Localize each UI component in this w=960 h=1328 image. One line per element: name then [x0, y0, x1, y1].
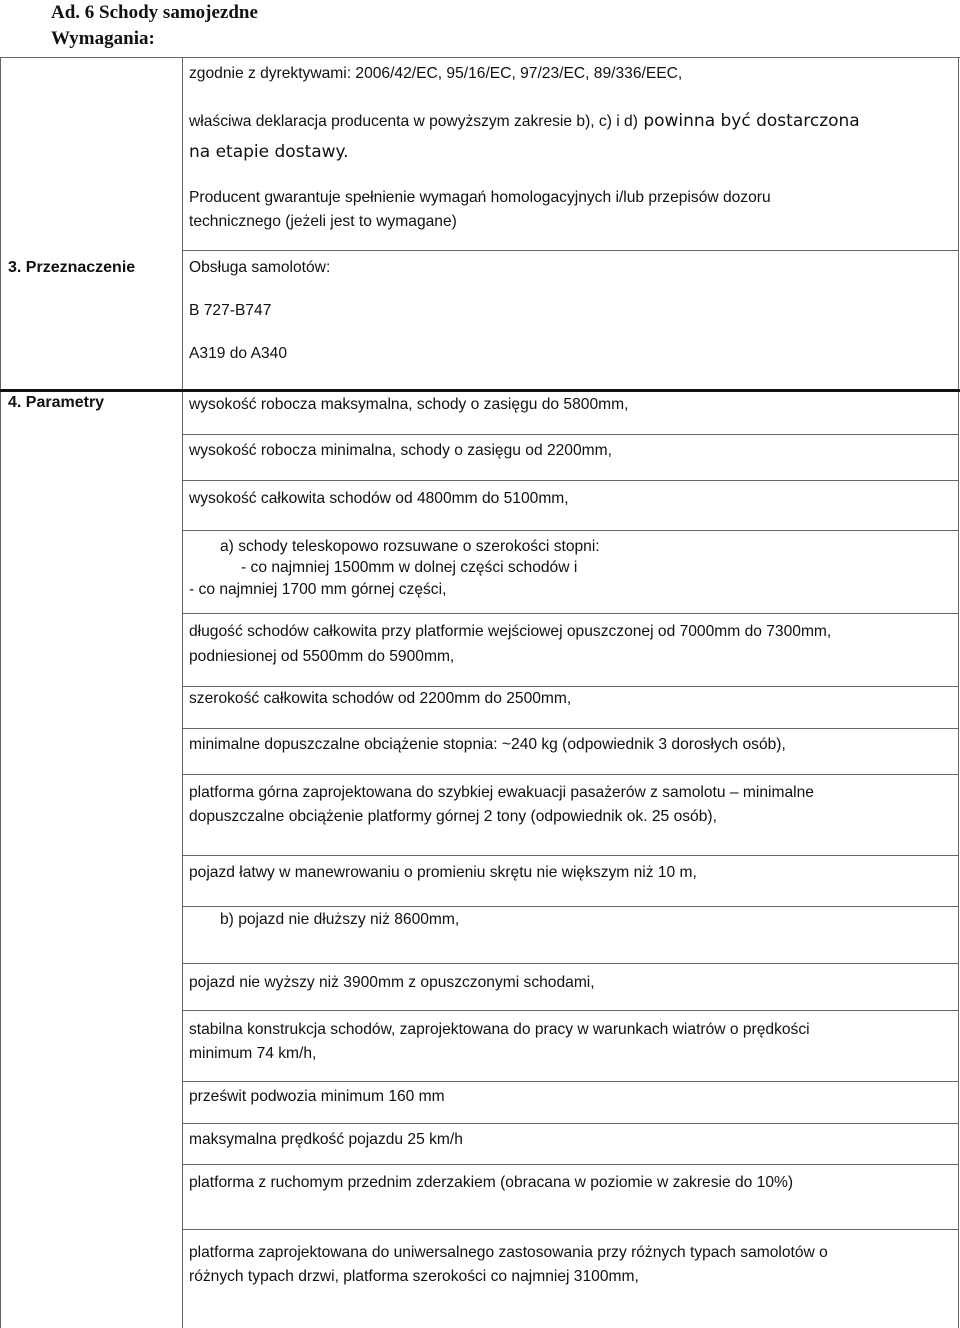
row-divider: [182, 963, 959, 964]
params-label: 4. Parametry: [8, 394, 105, 411]
row-divider: [182, 613, 959, 614]
row-divider: [182, 434, 959, 435]
declaration-part2: powinna być dostarczona: [637, 111, 860, 131]
page-title: Ad. 6 Schody samojezdne: [51, 2, 258, 23]
column-divider: [182, 57, 183, 1328]
row-divider: [182, 1229, 959, 1230]
param-platform-2: dopuszczalne obciążenie platformy górnej 2 tony (odpowiednik ok. 25 osób),: [189, 808, 717, 825]
purpose-label: 3. Przeznaczenie: [8, 259, 136, 276]
param-step-width-b: - co najmniej 1500mm w dolnej części schodów i: [241, 559, 578, 576]
row-divider: [182, 1164, 959, 1165]
row-divider: [182, 686, 959, 687]
page-subtitle: Wymagania:: [51, 28, 155, 49]
param-min-height: wysokość robocza minimalna, schody o zasięgu od 2200mm,: [189, 442, 612, 459]
row-divider: [182, 1010, 959, 1011]
param-total-width: szerokość całkowita schodów od 2200mm do 2500mm,: [189, 690, 572, 707]
param-max-speed: maksymalna prędkość pojazdu 25 km/h: [189, 1131, 463, 1148]
table-right-border: [958, 57, 959, 1328]
param-turning-radius: pojazd łatwy w manewrowaniu o promieniu skrętu nie większym niż 10 m,: [189, 864, 697, 881]
section-divider: [0, 389, 960, 392]
param-step-width-a: a) schody teleskopowo rozsuwane o szerokości stopni:: [220, 538, 600, 555]
declaration-line2: na etapie dostawy.: [189, 142, 349, 162]
row-divider: [182, 906, 959, 907]
param-universal-1: platforma zaprojektowana do uniwersalnego zastosowania przy różnych typach samolotów o: [189, 1244, 828, 1261]
param-length-2: podniesionej od 5500mm do 5900mm,: [189, 648, 455, 665]
declaration-text: [189, 110, 860, 133]
param-universal-2: różnych typach drzwi, platforma szerokości co najmniej 3100mm,: [189, 1268, 639, 1285]
param-stability-1: stabilna konstrukcja schodów, zaprojektowana do pracy w warunkach wiatrów o prędkości: [189, 1021, 810, 1038]
table-top-border: [0, 57, 960, 58]
purpose-line2: B 727-B747: [189, 302, 272, 319]
param-step-load: minimalne dopuszczalne obciążenie stopnia: ~240 kg (odpowiednik 3 dorosłych osób),: [189, 736, 786, 753]
purpose-line3: A319 do A340: [189, 345, 287, 362]
directives-text: zgodnie z dyrektywami: 2006/42/EC, 95/16/EC, 97/23/EC, 89/336/EEC,: [189, 65, 683, 82]
row-divider: [182, 250, 959, 251]
param-vehicle-height: pojazd nie wyższy niż 3900mm z opuszczonymi schodami,: [189, 974, 595, 991]
param-step-width-c: - co najmniej 1700 mm górnej części,: [189, 581, 447, 598]
param-platform-1: platforma górna zaprojektowana do szybkiej ewakuacji pasażerów z samolotu – minimalne: [189, 784, 814, 801]
param-length-1: długość schodów całkowita przy platformie wejściowej opuszczonej od 7000mm do 7300mm,: [189, 623, 832, 640]
param-vehicle-length: b) pojazd nie dłuższy niż 8600mm,: [220, 911, 460, 928]
param-total-height: wysokość całkowita schodów od 4800mm do 5100mm,: [189, 490, 569, 507]
row-divider: [182, 530, 959, 531]
row-divider: [182, 1123, 959, 1124]
row-divider: [182, 480, 959, 481]
row-divider: [182, 774, 959, 775]
producer-line1: Producent gwarantuje spełnienie wymagań homologacyjnych i/lub przepisów dozoru: [189, 189, 771, 206]
purpose-line1: Obsługa samolotów:: [189, 259, 331, 276]
param-ground-clearance: prześwit podwozia minimum 160 mm: [189, 1088, 445, 1105]
table-left-border: [0, 57, 1, 1328]
param-max-height: wysokość robocza maksymalna, schody o zasięgu do 5800mm,: [189, 396, 629, 413]
row-divider: [182, 1081, 959, 1082]
declaration-part1: właściwa deklaracja producenta w powyższym zakresie b), c) i d): [189, 113, 638, 130]
row-divider: [182, 728, 959, 729]
param-bumper: platforma z ruchomym przednim zderzakiem (obracana w poziomie w zakresie do 10%): [189, 1174, 794, 1191]
param-stability-2: minimum 74 km/h,: [189, 1045, 317, 1062]
producer-line2: technicznego (jeżeli jest to wymagane): [189, 213, 457, 230]
row-divider: [182, 855, 959, 856]
document-header: [51, 0, 258, 52]
